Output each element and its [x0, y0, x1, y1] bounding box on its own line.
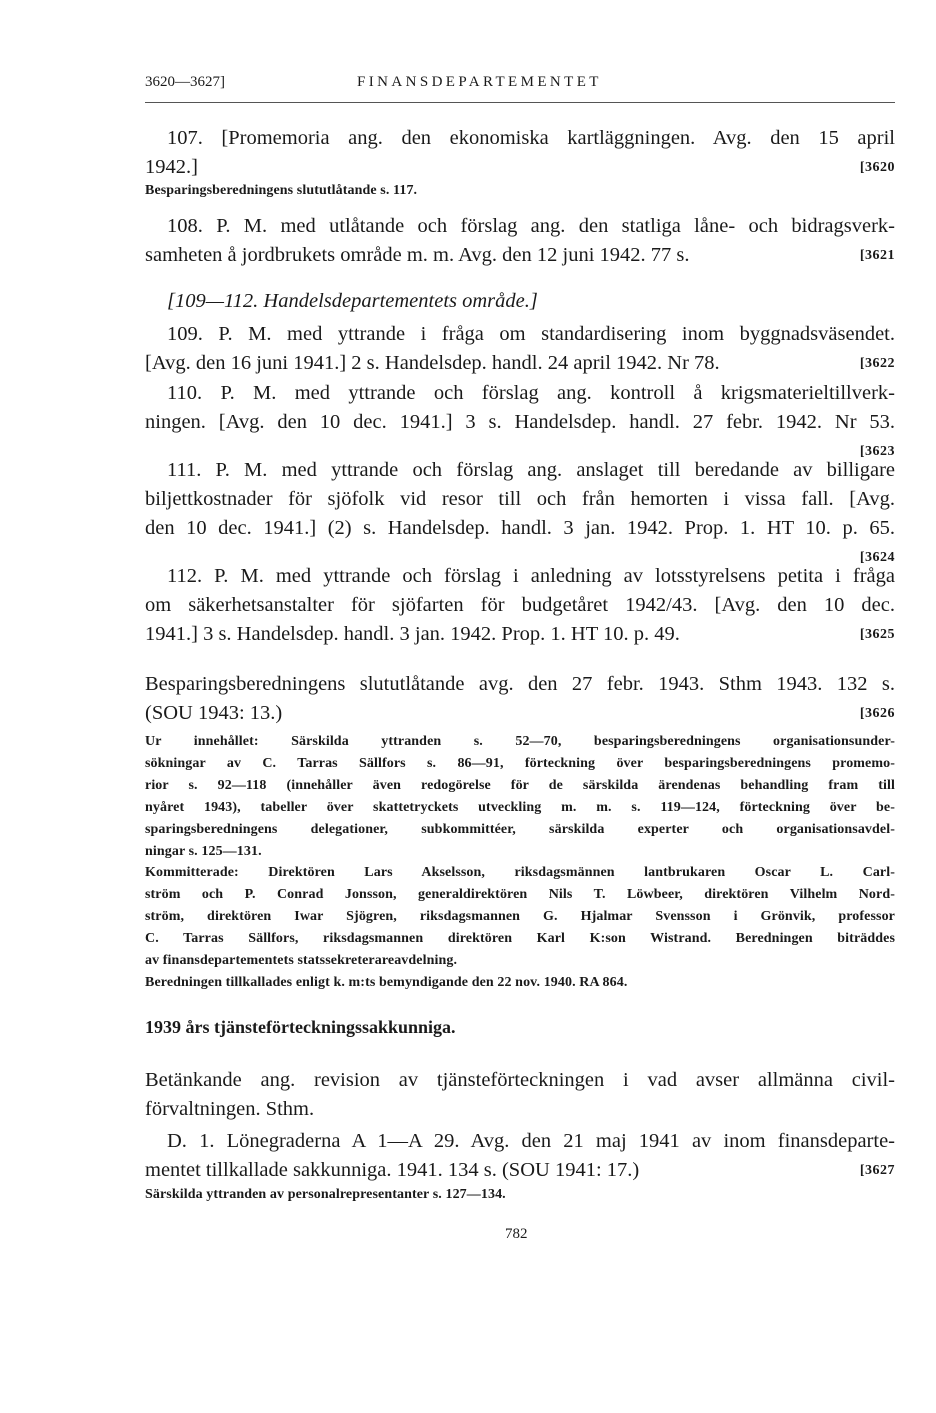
contents-line: Ur innehållet: Särskilda yttranden s. 52—70, besparingsberedningens organisationsunder- — [145, 734, 895, 749]
entry-1939-line-1: Betänkande ang. revision av tjänsteförteckningen i vad avser allmänna civil- — [145, 1069, 895, 1091]
entry-107 — [145, 124, 895, 182]
entry-3626-line-2 — [145, 699, 895, 728]
entry-111-line-1: 111. P. M. med yttrande och förslag ang. anslaget till beredande av billigare — [167, 459, 895, 481]
entry-3627 — [145, 1127, 895, 1185]
entry-110-line-1: 110. P. M. med yttrande och förslag ang. kontroll å krigsmaterieltillverk- — [167, 382, 895, 404]
entry-112-line-2: om säkerhetsanstalter för sjöfarten för budgetåret 1942/43. [Avg. den 10 dec. — [145, 594, 895, 616]
header-rule — [145, 102, 895, 103]
entry-107-line-2-text: 1942.] — [145, 156, 198, 178]
entry-3626-contents — [145, 731, 895, 863]
entry-107-line-2 — [145, 153, 895, 182]
contents-line: rior s. 92—118 (innehåller även redogörelse för de särskilda ärendenas behandling fram till — [145, 778, 895, 793]
entry-111-line-3: den 10 dec. 1941.] (2) s. Handelsdep. handl. 3 jan. 1942. Prop. 1. HT 10. p. 65. — [145, 517, 895, 539]
entry-108-line-1: 108. P. M. med utlåtande och förslag ang. den statliga låne- och bidragsverk- — [167, 215, 895, 237]
committee-line: Kommitterade: Direktören Lars Akselsson, riksdagsmännen lantbrukaren Oscar L. Carl- — [145, 865, 895, 880]
entry-110 — [145, 379, 895, 466]
entry-112-line-3-text: 1941.] 3 s. Handelsdep. handl. 3 jan. 1942. Prop. 1. HT 10. p. 49. — [145, 623, 680, 645]
running-header — [145, 74, 895, 94]
entry-112-line-3 — [145, 620, 895, 649]
section-heading-handelsdepartementet: [109—112. Handelsdepartementets område.] — [167, 290, 538, 312]
entry-111 — [145, 456, 895, 572]
entry-109-line-2 — [145, 349, 895, 378]
entry-3627-note: Särskilda yttranden av personalrepresentanter s. 127—134. — [145, 1187, 506, 1202]
entry-110-ref: [3623 — [859, 444, 895, 459]
header-number-range: 3620—3627] — [145, 74, 225, 90]
entry-3627-line-1: D. 1. Lönegraderna A 1—A 29. Avg. den 21 maj 1941 av inom finansdeparte- — [167, 1130, 895, 1152]
entry-109 — [145, 320, 895, 378]
contents-line: sökningar av C. Tarras Sällfors s. 86—91, förteckning över besparingsberedningens promemo- — [145, 756, 895, 771]
page-number: 782 — [505, 1226, 528, 1242]
entry-109-line-2-text: [Avg. den 16 juni 1941.] 2 s. Handelsdep. handl. 24 april 1942. Nr 78. — [145, 352, 720, 374]
entry-3626-line-1: Besparingsberedningens slututlåtande avg. den 27 febr. 1943. Sthm 1943. 132 s. — [145, 673, 895, 695]
section-heading-1939: 1939 års tjänsteförteckningssakkunniga. — [145, 1017, 456, 1037]
entry-108-line-2-text: samheten å jordbrukets område m. m. Avg. den 12 juni 1942. 77 s. — [145, 244, 690, 266]
contents-line: ningar s. 125—131. — [145, 844, 262, 859]
entry-108 — [145, 212, 895, 270]
entry-107-ref: [3620 — [859, 160, 895, 175]
committee-line: C. Tarras Sällfors, riksdagsmannen direktören Karl K:son Wistrand. Beredningen biträddes — [145, 931, 895, 946]
entry-109-ref: [3622 — [859, 356, 895, 371]
entry-1939-line-2: förvaltningen. Sthm. — [145, 1098, 315, 1120]
header-department-title: FINANSDEPARTEMENTET — [357, 74, 602, 90]
entry-1939-betankande — [145, 1066, 895, 1124]
entry-107-line-1: 107. [Promemoria ang. den ekonomiska kartläggningen. Avg. den 15 april — [167, 127, 895, 149]
entry-112-line-1: 112. P. M. med yttrande och förslag i anledning av lotsstyrelsens petita i fråga — [167, 565, 895, 587]
entry-112 — [145, 562, 895, 649]
entry-108-ref: [3621 — [859, 248, 895, 263]
entry-3626 — [145, 670, 895, 728]
entry-3626-ref: [3626 — [859, 706, 895, 721]
entry-111-line-2: biljettkostnader för sjöfolk vid resor till och från hemorten i vissa fall. [Avg. — [145, 488, 895, 510]
contents-line: nyåret 1943), tabeller över skattetryckets utveckling m. m. s. 119—124, förteckning över be- — [145, 800, 895, 815]
entry-112-ref: [3625 — [859, 627, 895, 642]
entry-3626-appointed: Beredningen tillkallades enligt k. m:ts bemyndigande den 22 nov. 1940. RA 864. — [145, 975, 628, 990]
entry-3627-line-2 — [145, 1156, 895, 1185]
entry-109-line-1: 109. P. M. med yttrande i fråga om standardisering inom byggnadsväsendet. — [167, 323, 895, 345]
committee-line: ström, direktören Iwar Sjögren, riksdagsmannen G. Hjalmar Svensson i Grönvik, professor — [145, 909, 895, 924]
contents-line: sparingsberedningens delegationer, subkommittéer, särskilda experter och organisationsavdel- — [145, 822, 895, 837]
committee-line: ström och P. Conrad Jonsson, generaldirektören Nils T. Löwbeer, direktören Vilhelm Nord- — [145, 887, 895, 902]
entry-3627-line-2-text: mentet tillkallade sakkunniga. 1941. 134 s. (SOU 1941: 17.) — [145, 1159, 640, 1181]
committee-line: av finansdepartementets statssekreterareavdelning. — [145, 953, 458, 968]
entry-108-line-2 — [145, 241, 895, 270]
entry-107-note: Besparingsberedningens slututlåtande s. 117. — [145, 183, 418, 198]
entry-110-line-2: ningen. [Avg. den 10 dec. 1941.] 3 s. Handelsdep. handl. 27 febr. 1942. Nr 53. — [145, 411, 895, 433]
entry-111-ref: [3624 — [859, 550, 895, 565]
entry-3627-ref: [3627 — [859, 1163, 895, 1178]
entry-3626-committee — [145, 862, 895, 972]
entry-3626-line-2-text: (SOU 1943: 13.) — [145, 702, 283, 724]
